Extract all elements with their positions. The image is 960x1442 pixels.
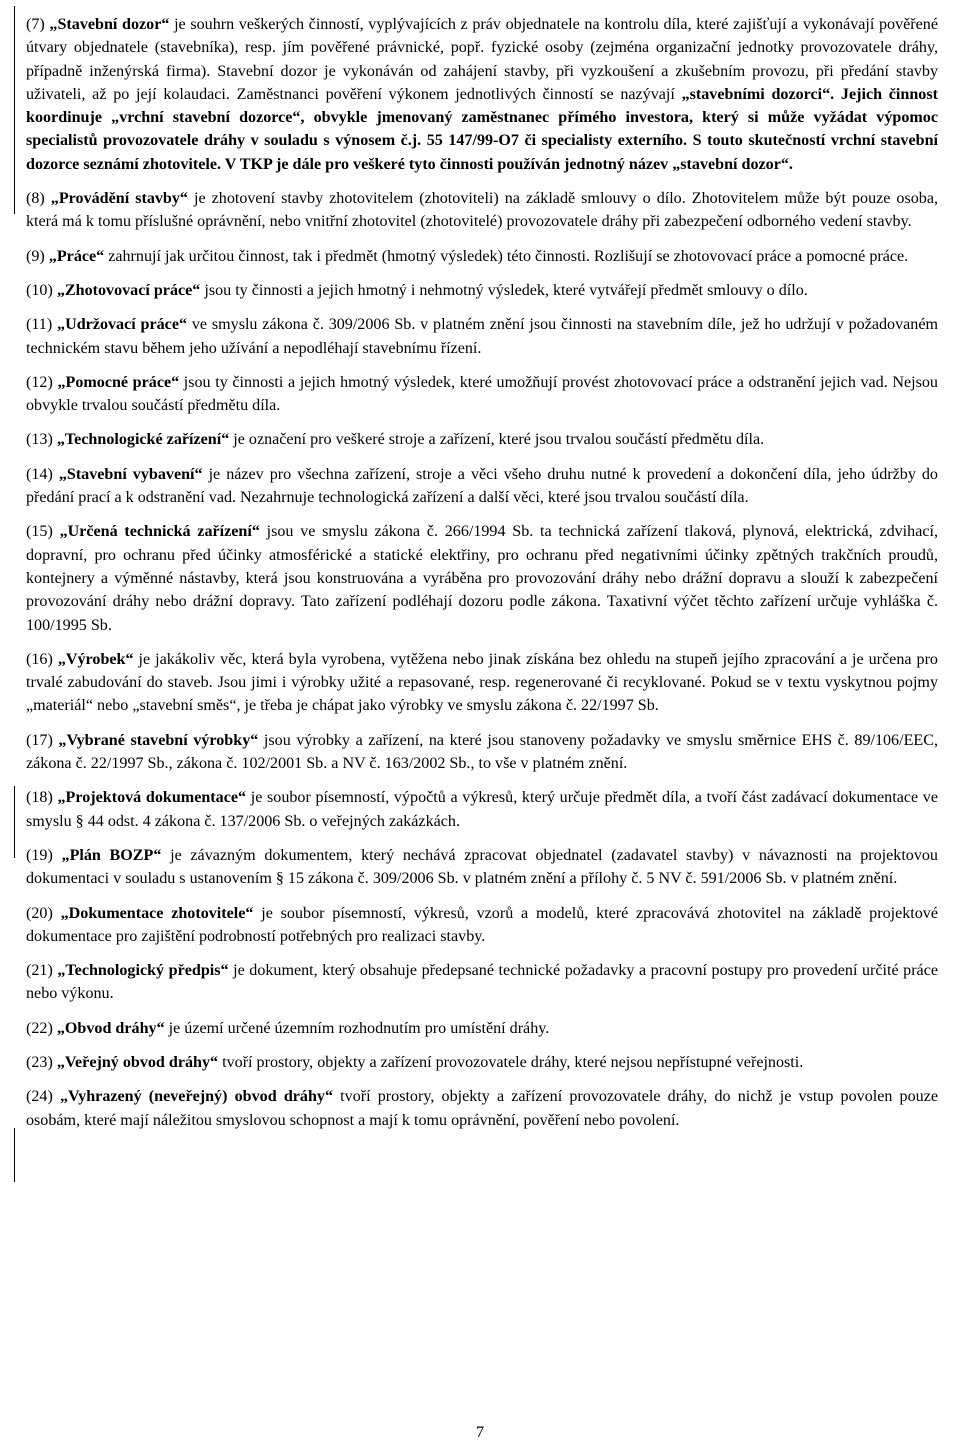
definition-text: je označení pro veškeré stroje a zařízení, které jsou trvalou součástí předmětu díla. xyxy=(229,431,765,449)
definition-paragraph-p18 xyxy=(26,786,938,833)
defined-term: „Práce“ xyxy=(48,247,105,265)
defined-term: „Technologické zařízení“ xyxy=(56,431,230,449)
definition-text: jsou ve smyslu zákona č. 266/1994 Sb. ta technická zařízení tlaková, plynová, elektrická, zdvihací, dopravní, pro ochranu před účinky atmosférické a statické elektřiny, pro ochranu před negativními účinky zpětných trakčních proudů, kontejnery a výměnné nástavby, která jsou konstruována a vyráběna pro provozování dráhy nebo drážní dopravu a slouží k zabezpečení provozování dráhy nebo drážní dopravy. Tato zařízení podléhají dozoru podle zákona. Taxativní výčet těchto zařízení určuje vyhláška č. 100/1995 Sb. xyxy=(26,523,938,634)
definition-paragraph-p17 xyxy=(26,729,938,776)
definition-text: (20) xyxy=(26,904,61,922)
defined-term: „Pomocné práce“ xyxy=(57,373,180,391)
definition-paragraph-p16 xyxy=(26,648,938,718)
definition-paragraph-p14 xyxy=(26,463,938,510)
definition-text: (14) xyxy=(26,465,59,483)
definition-paragraph-p10 xyxy=(26,279,938,302)
definition-text: tvoří prostory, objekty a zařízení provozovatele dráhy, do nichž je vstup povolen pouze osobám, které mají náležitou smyslovou schopnost a mají k tomu oprávnění, pověření nebo povolení. xyxy=(26,1088,938,1129)
defined-term: „Udržovací práce“ xyxy=(57,316,188,334)
definition-text: (22) xyxy=(26,1019,57,1037)
defined-term: „Stavební dozor“ xyxy=(49,16,170,33)
definition-paragraph-p23 xyxy=(26,1051,938,1074)
revision-bar-middle xyxy=(14,786,15,858)
definition-text: ve smyslu zákona č. 309/2006 Sb. v platném znění jsou činnosti na stavebním díle, jež ho udržují v požadovaném technickém stavu během jeho užívání a nepodléhají stavebnímu řízení. xyxy=(26,316,938,357)
definition-text: (21) xyxy=(26,962,58,980)
definition-text: (18) xyxy=(26,789,58,807)
defined-term: „Určená technická zařízení“ xyxy=(59,523,260,541)
definition-paragraph-p21 xyxy=(26,959,938,1006)
definition-text: (10) xyxy=(26,281,57,299)
definition-paragraph-p9 xyxy=(26,245,938,268)
definition-text: (23) xyxy=(26,1053,57,1071)
defined-term: „Provádění stavby“ xyxy=(50,190,188,208)
definition-text: je závazným dokumentem, který nechává zpracovat objednatel (zadavatel stavby) v návaznosti na projektovou dokumentaci v souladu s ustanovením § 15 zákona č. 309/2006 Sb. v platném znění a přílohy č. 5 NV č. 591/2006 Sb. v platném znění. xyxy=(26,846,938,888)
definition-text: (9) xyxy=(26,247,49,265)
page-number: 7 xyxy=(476,1424,484,1441)
definition-text: (15) xyxy=(26,523,60,541)
defined-term: „Veřejný obvod dráhy“ xyxy=(56,1053,219,1071)
definition-text: zahrnují jak určitou činnost, tak i předmět (hmotný výsledek) této činnosti. Rozlišují se zhotovovací práce a pomocné práce. xyxy=(104,247,909,265)
revision-bar-lower xyxy=(14,1128,15,1182)
definition-paragraph-p12 xyxy=(26,371,938,418)
defined-term: „Vybrané stavební výrobky“ xyxy=(58,731,259,749)
document-body xyxy=(26,13,938,1143)
defined-term: „Plán BOZP“ xyxy=(61,846,162,864)
definition-text: (17) xyxy=(26,731,59,749)
revision-bar-top xyxy=(14,6,15,214)
defined-term: „Vyhrazený (neveřejný) obvod dráhy“ xyxy=(59,1088,334,1106)
definition-text: je název pro všechna zařízení, stroje a věci všeho druhu nutné k provedení a dokončení díla, jeho údržby do předání prací a k odstranění vad. Nezahrnuje technologická zařízení a další věci, které jsou trvalou součástí díla. xyxy=(26,465,938,507)
definition-paragraph-p11 xyxy=(26,313,938,360)
definition-paragraph-p20 xyxy=(26,902,938,949)
definition-paragraph-p22 xyxy=(26,1017,938,1040)
defined-term: „Technologický předpis“ xyxy=(57,962,229,980)
definition-text: (24) xyxy=(26,1088,60,1106)
defined-term: „Zhotovovací práce“ xyxy=(56,281,201,299)
definition-text: (8) xyxy=(26,190,51,208)
definition-paragraph-p15 xyxy=(26,520,938,636)
defined-term: „Obvod dráhy“ xyxy=(56,1019,165,1037)
definition-text: (16) xyxy=(26,650,58,668)
definition-paragraph-p19 xyxy=(26,844,938,891)
definition-text: jsou výrobky a zařízení, na které jsou stanoveny požadavky ve smyslu směrnice EHS č. 89/106/EEC, zákona č. 22/1997 Sb., zákona č. 102/2001 Sb. a NV č. 163/2002 Sb., to vše v platném znění. xyxy=(26,731,938,773)
definition-text: (12) xyxy=(26,373,58,391)
definition-text: je soubor písemností, výkresů, vzorů a modelů, které zpracovává zhotovitel na základě projektové dokumentace pro zajištění podrobností potřebných pro realizaci stavby. xyxy=(26,904,938,945)
defined-term: „Dokumentace zhotovitele“ xyxy=(60,904,254,922)
definition-paragraph-p24 xyxy=(26,1085,938,1132)
definition-text: je dokument, který obsahuje předepsané technické požadavky a pracovní postupy pro provedení určité práce nebo výkonu. xyxy=(26,962,938,1003)
defined-term: „stavebními dozorci“. Jejich činnost koordinuje „vrchní stavební dozorce“, obvykle jmenovaný zaměstnanec přímého investora, který si může vyžádat výpomoc specialistů provozovatele dráhy v souladu s výnosem č.j. 55 147/99-O7 či specialisty externího. S touto skutečností vrchní stavební dozorce seznámí zhotovitele. V TKP je dále pro veškeré tyto činnosti používán jednotný název „stavební dozor“. xyxy=(26,85,938,173)
definition-paragraph-p13 xyxy=(26,428,938,451)
definition-text: je jakákoliv věc, která byla vyrobena, vytěžena nebo jinak získána bez ohledu na stupeň jejího zpracování a je určena pro trvalé zabudování do staveb. Jsou jimi i výrobky užité a repasované, resp. regenerované či recyklované. Pokud se v textu vyskytnou pojmy „materiál“ nebo „stavební směs“, je třeba je chápat jako výrobky ve smyslu zákona č. 22/1997 Sb. xyxy=(26,650,938,715)
definition-text: (7) xyxy=(26,16,50,33)
definition-text: (19) xyxy=(26,846,62,864)
definition-text: je souhrn veškerých činností, vyplývajících z práv objednatele na kontrolu díla, které zajišťují a vykonávají pověřené útvary objednatele (stavebníka), resp. jím pověřené právnické, popř. fyzické osoby (zejména organizační jednotky provozovatele dráhy, případně inženýrská firma). Stavební dozor je vykonáván od zahájení stavby, při vyzkoušení a zkušebním provozu, při předání stavby uživateli, až po její kolaudaci. Zaměstnanci pověření výkonem jednotlivých činností se nazývají xyxy=(26,16,938,103)
definition-text: je území určené územním rozhodnutím pro umístění dráhy. xyxy=(164,1019,550,1037)
definition-text: (11) xyxy=(26,316,58,334)
definition-text: je soubor písemností, výpočtů a výkresů, který určuje předmět díla, a tvoří část zadávací dokumentace ve smyslu § 44 odst. 4 zákona č. 137/2006 Sb. o veřejných zakázkách. xyxy=(26,789,938,830)
definition-paragraph-p8 xyxy=(26,187,938,234)
definition-text: (13) xyxy=(26,431,57,449)
definition-text: tvoří prostory, objekty a zařízení provozovatele dráhy, které nejsou nepřístupné veřejnosti. xyxy=(218,1053,804,1071)
definition-paragraph-p7 xyxy=(26,13,938,176)
defined-term: „Výrobek“ xyxy=(57,650,134,668)
defined-term: „Projektová dokumentace“ xyxy=(57,789,247,807)
definition-text: jsou ty činnosti a jejich hmotný i nehmotný výsledek, které vytvářejí předmět smlouvy o dílo. xyxy=(200,281,808,299)
definition-text: jsou ty činnosti a jejich hmotný výsledek, které umožňují provést zhotovovací práce a odstranění jejich vad. Nejsou obvykle trvalou součástí předmětu díla. xyxy=(26,373,938,415)
defined-term: „Stavební vybavení“ xyxy=(58,465,203,483)
definition-text: je zhotovení stavby zhotovitelem (zhotoviteli) na základě smlouvy o dílo. Zhotovitelem může být pouze osoba, která má k tomu příslušné oprávnění, nebo vnitřní zhotovitel (zhotovitelé) provozovatele dráhy při zabezpečení odborného vedení stavby. xyxy=(26,190,938,231)
